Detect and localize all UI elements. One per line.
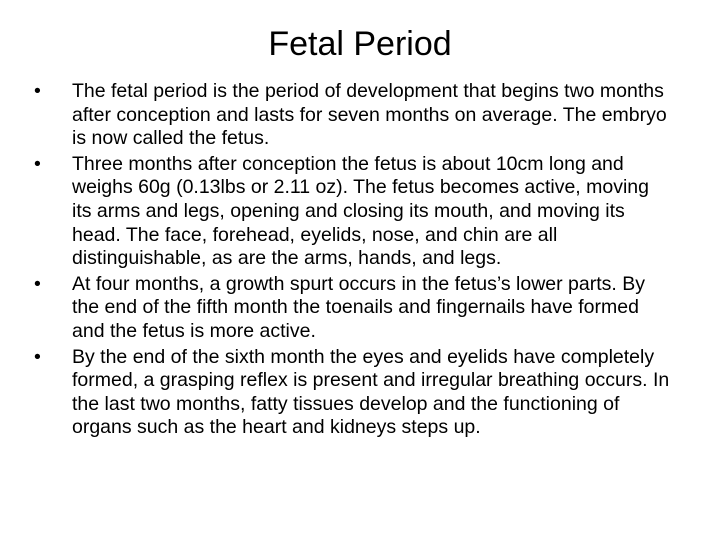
bullet-item-3 [30, 273, 670, 344]
bullet-text: The fetal period is the period of development that begins two months after conception and lasts for seven months on average. The embryo is now called the fetus. [72, 80, 667, 150]
slide-title: Fetal Period [268, 25, 452, 63]
bullet-dot-icon: • [34, 152, 41, 175]
bullet-item-4 [30, 346, 670, 440]
bullet-text: At four months, a growth spurt occurs in the fetus’s lower parts. By the end of the fifth month the toenails and fingernails have formed and the fetus is more active. [72, 272, 645, 342]
bullet-text: By the end of the sixth month the eyes and eyelids have completely formed, a grasping reflex is present and irregular breathing occurs. In the last two months, fatty tissues develop and the functioning of organs such as the heart and kidneys steps up. [72, 345, 670, 439]
bullet-item-1 [30, 80, 670, 151]
bullet-item-2 [30, 153, 670, 271]
bullet-text: Three months after conception the fetus is about 10cm long and weighs 60g (0.13lbs or 2.11 oz). The fetus becomes active, moving its arms and legs, opening and closing its mouth, and moving its head. The face, forehead, eyelids, nose, and chin are all distinguishable, as are the arms, hands, and legs. [72, 152, 650, 270]
bullet-list [30, 80, 670, 442]
bullet-dot-icon: • [34, 272, 41, 295]
bullet-dot-icon: • [34, 80, 41, 102]
bullet-dot-icon: • [34, 345, 41, 368]
